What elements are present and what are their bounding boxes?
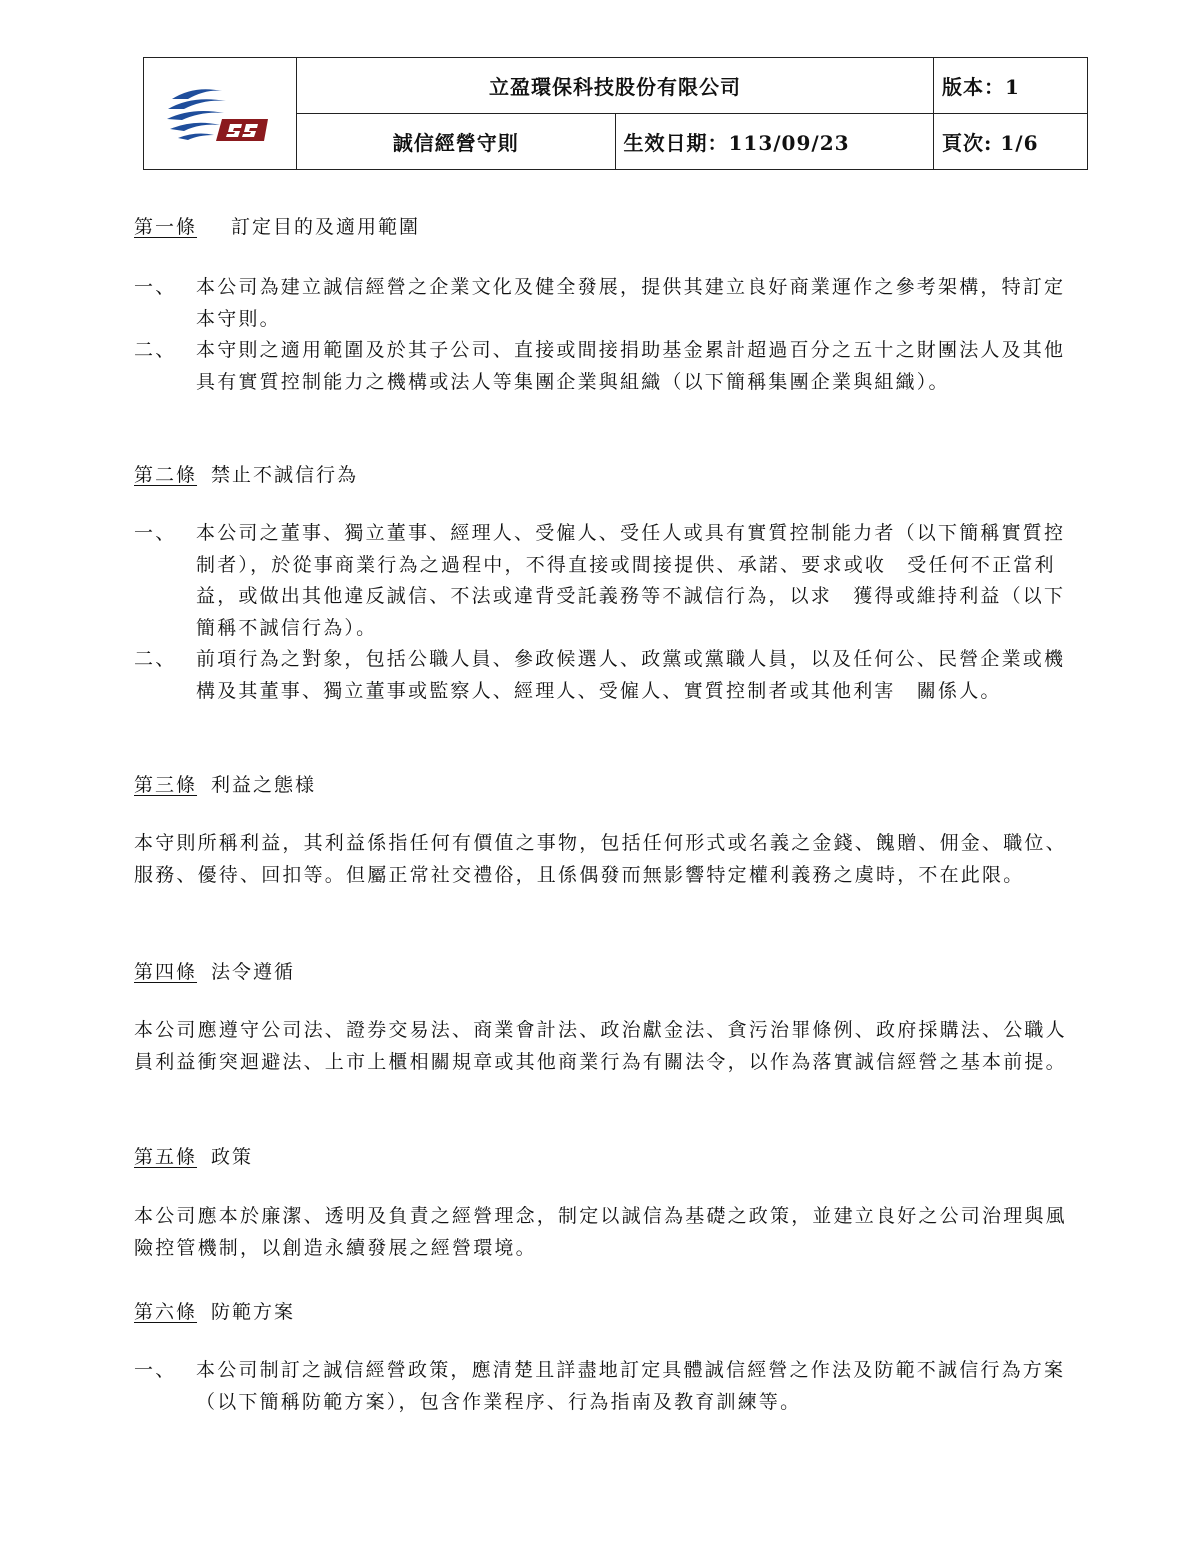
section-number: 第三條 (134, 774, 198, 796)
section-number: 第六條 (134, 1301, 198, 1323)
effective-date: 生效日期：113/09/23 (615, 114, 934, 170)
page-number: 頁次: 1/6 (934, 114, 1088, 170)
company-name: 立盈環保科技股份有限公司 (297, 58, 934, 114)
section-number: 第五條 (134, 1146, 198, 1168)
section-heading (134, 957, 295, 984)
section-title: 政策 (211, 1146, 254, 1168)
section-number: 第四條 (134, 961, 198, 983)
list-marker: 一、 (134, 276, 177, 298)
company-logo-icon (164, 83, 276, 145)
list-item-text: 本公司制訂之誠信經營政策，應清楚且詳盡地訂定具體誠信經營之作法及防範不誠信行為方案（以下簡稱防範方案），包含作業程序、行為指南及教育訓練等。 (196, 1359, 1066, 1413)
list-item (134, 335, 1069, 398)
list-marker: 二、 (134, 648, 177, 670)
section-heading (134, 212, 420, 239)
list-marker: 一、 (134, 522, 177, 544)
section-number: 第一條 (134, 216, 198, 238)
list-item (134, 1355, 1069, 1418)
section-heading (134, 1297, 295, 1324)
section-title: 利益之態様 (211, 774, 317, 796)
section-number: 第二條 (134, 464, 198, 486)
paragraph: 本公司應本於廉潔、透明及負責之經營理念，制定以誠信為基礎之政策，並建立良好之公司治理與風險控管機制，以創造永續發展之經營環境。 (134, 1205, 1067, 1259)
list-marker: 二、 (134, 339, 177, 361)
section-heading (134, 1142, 253, 1169)
document-header-table (143, 57, 1088, 170)
list-item-text: 本公司為建立誠信經營之企業文化及健全發展，提供其建立良好商業運作之參考架構，特訂定本守則。 (196, 276, 1066, 330)
version-label: 版本：1 (934, 58, 1088, 114)
list-item (134, 644, 1069, 707)
list-item-text: 本公司之董事、獨立董事、經理人、受僱人、受任人或具有實質控制能力者（以下簡稱實質控制者），於從事商業行為之過程中，不得直接或間接提供、承諾、要求或收 受任何不正當利益，或做出其他違反誠信、不法或違背受託義務等不誠信行為，以求 獲得或維持利益（以下簡稱不誠信行為）。 (196, 522, 1066, 639)
list-item (134, 518, 1069, 644)
section-heading (134, 460, 358, 487)
list-item (134, 272, 1069, 335)
section-title: 訂定目的及適用範圍 (231, 216, 421, 238)
list-item-text: 本守則之適用範圍及於其子公司、直接或間接捐助基金累計超過百分之五十之財團法人及其他具有實質控制能力之機構或法人等集團企業與組織（以下簡稱集團企業與組織）。 (196, 339, 1066, 393)
section-title: 禁止不誠信行為 (211, 464, 359, 486)
logo-cell (144, 58, 297, 170)
list-marker: 一、 (134, 1359, 177, 1381)
paragraph: 本守則所稱利益，其利益係指任何有價值之事物，包括任何形式或名義之金錢、餽贈、佣金、職位、服務、優待、回扣等。但屬正常社交禮俗，且係偶發而無影響特定權利義務之虞時，不在此限。 (134, 832, 1067, 886)
section-heading (134, 770, 316, 797)
document-title: 誠信經營守則 (297, 114, 616, 170)
section-title: 法令遵循 (211, 961, 296, 983)
section-title: 防範方案 (211, 1301, 296, 1323)
paragraph: 本公司應遵守公司法、證券交易法、商業會計法、政治獻金法、貪污治罪條例、政府採購法、公職人員利益衝突迴避法、上市上櫃相關規章或其他商業行為有關法令，以作為落實誠信經營之基本前提。 (134, 1019, 1067, 1073)
list-item-text: 前項行為之對象，包括公職人員、參政候選人、政黨或黨職人員，以及任何公、民營企業或機構及其董事、獨立董事或監察人、經理人、受僱人、實質控制者或其他利害 關係人。 (196, 648, 1066, 702)
